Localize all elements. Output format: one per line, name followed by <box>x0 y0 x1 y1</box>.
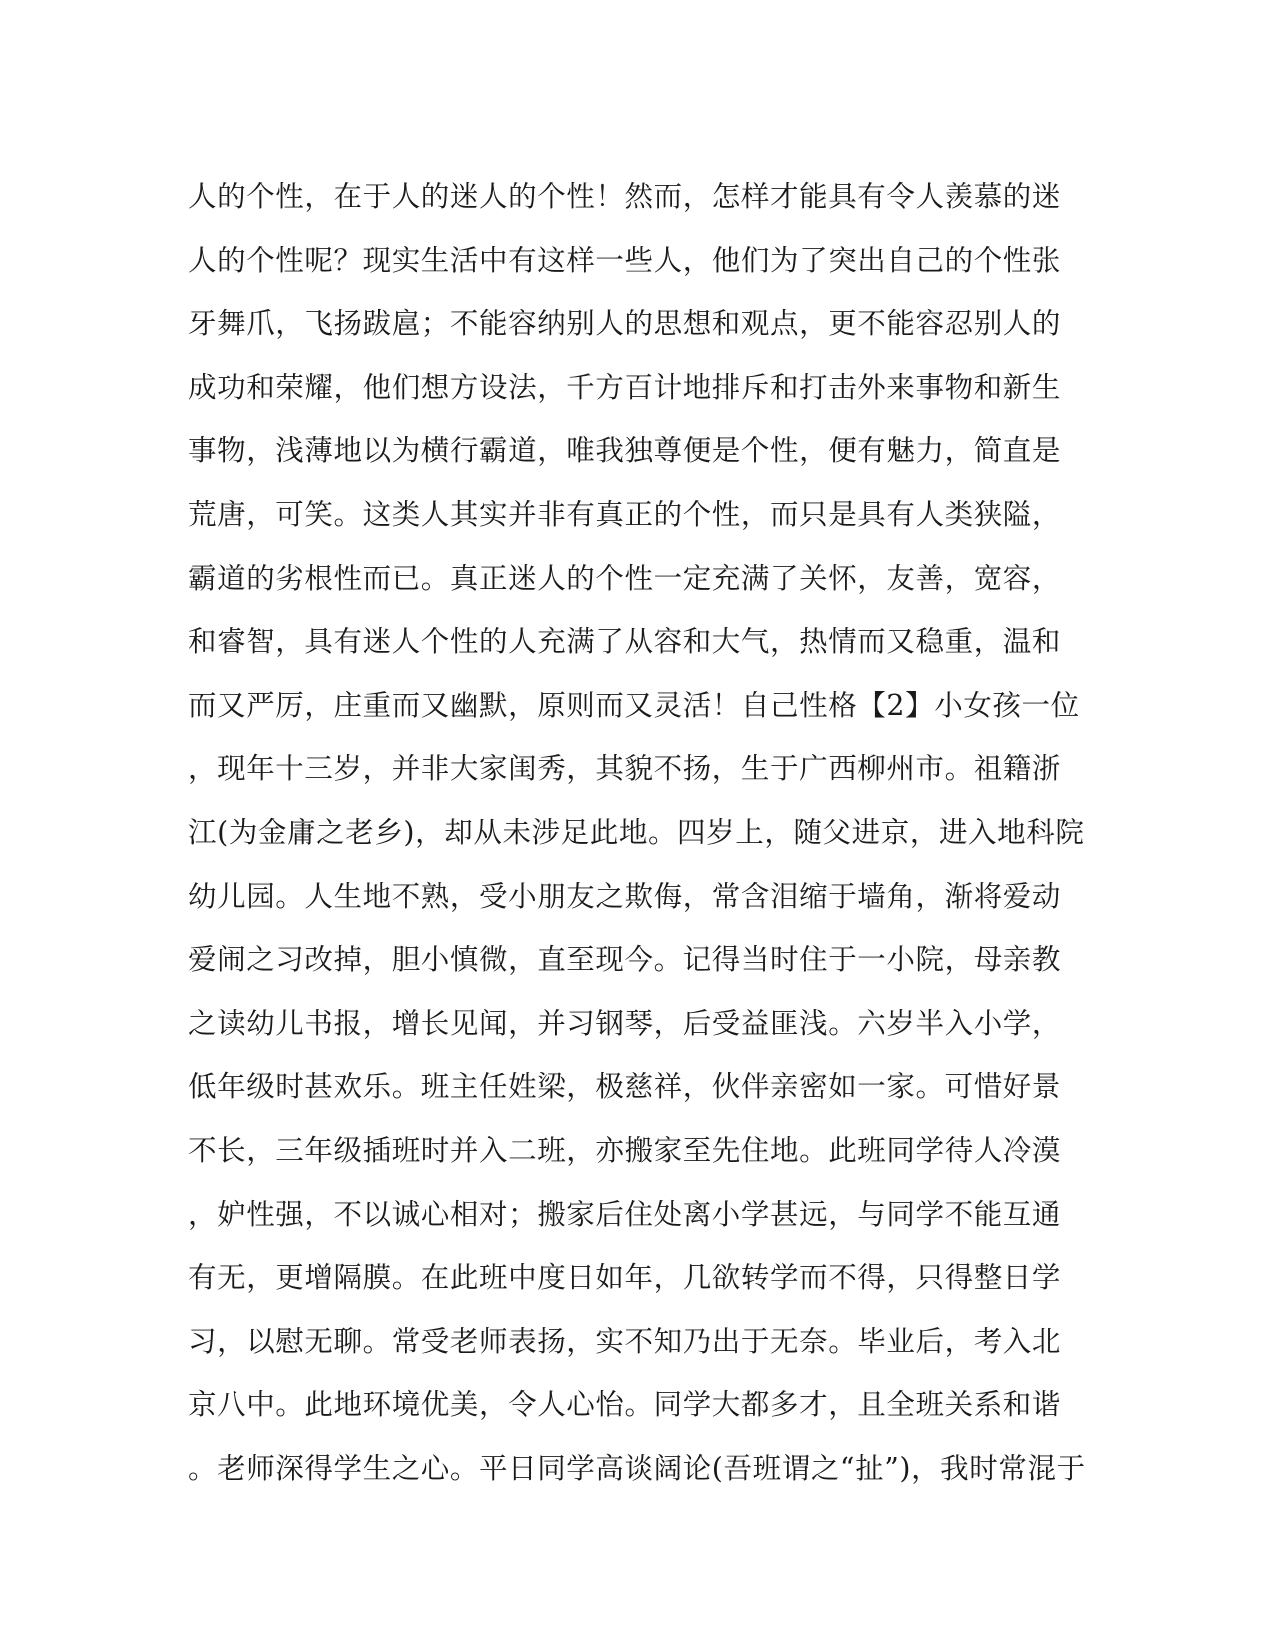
text-line: 荒唐，可笑。这类人其实并非有真正的个性，而只是具有人类狭隘， <box>188 497 1062 531</box>
text-line: 京八中。此地环境优美，令人心怡。同学大都多才，且全班关系和谐 <box>188 1388 1062 1422</box>
text-line: 霸道的劣根性而已。真正迷人的个性一定充满了关怀，友善，宽容， <box>188 561 1062 595</box>
text-line: 之读幼儿书报，增长见闻，并习钢琴，后受益匪浅。六岁半入小学， <box>188 1006 1062 1040</box>
text-line: 事物，浅薄地以为横行霸道，唯我独尊便是个性，便有魅力，简直是 <box>188 434 1062 468</box>
text-line: 牙舞爪，飞扬跋扈；不能容纳别人的思想和观点，更不能容忍别人的 <box>188 307 1062 341</box>
text-line: 成功和荣耀，他们想方设法，千方百计地排斥和打击外来事物和新生 <box>188 370 1062 404</box>
text-line: 爱闹之习改掉，胆小慎微，直至现今。记得当时住于一小院，母亲教 <box>188 943 1062 977</box>
text-line: ，现年十三岁，并非大家闺秀，其貌不扬，生于广西柳州市。祖籍浙 <box>188 752 1062 786</box>
text-line: 和睿智，具有迷人个性的人充满了从容和大气，热情而又稳重，温和 <box>188 625 1062 659</box>
text-line: 。老师深得学生之心。平日同学高谈阔论(吾班谓之“扯”)，我时常混于 <box>188 1451 1086 1485</box>
text-line: 不长，三年级插班时并入二班，亦搬家至先住地。此班同学待人冷漠 <box>188 1133 1062 1167</box>
body-text <box>188 165 1088 1500</box>
text-line: 人的个性呢？现实生活中有这样一些人，他们为了突出自己的个性张 <box>188 243 1062 277</box>
text-line: 而又严厉，庄重而又幽默，原则而又灵活！自己性格【2】小女孩一位 <box>188 688 1080 722</box>
text-line: 低年级时甚欢乐。班主任姓梁，极慈祥，伙伴亲密如一家。可惜好景 <box>188 1070 1062 1104</box>
text-line: ，妒性强，不以诚心相对；搬家后住处离小学甚远，与同学不能互通 <box>188 1197 1062 1231</box>
text-line: 江(为金庸之老乡)，却从未涉足此地。四岁上，随父进京，进入地科院 <box>188 815 1085 849</box>
text-line: 有无，更增隔膜。在此班中度日如年，几欲转学而不得，只得整日学 <box>188 1261 1062 1295</box>
text-line: 幼儿园。人生地不熟，受小朋友之欺侮，常含泪缩于墙角，渐将爱动 <box>188 879 1062 913</box>
text-line: 习，以慰无聊。常受老师表扬，实不知乃出于无奈。毕业后，考入北 <box>188 1324 1062 1358</box>
text-line: 人的个性，在于人的迷人的个性！然而，怎样才能具有令人羡慕的迷 <box>188 180 1062 213</box>
